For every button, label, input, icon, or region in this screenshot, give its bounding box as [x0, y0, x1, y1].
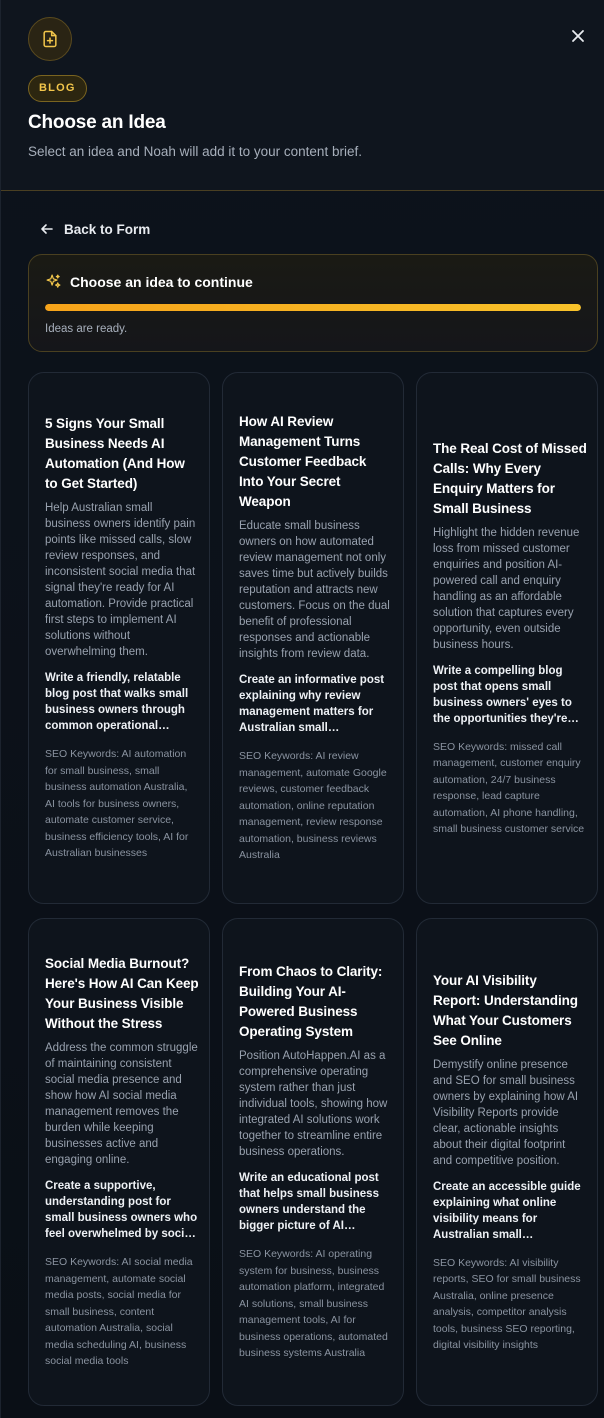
- idea-title: Your AI Visibility Report: Understanding What Your Customers See Online: [433, 972, 578, 1048]
- idea-card[interactable]: [28, 918, 210, 1406]
- progress-status: Ideas are ready.: [45, 323, 128, 335]
- idea-prompt: Create an accessible guide explaining what online visibility means for Australian small…: [433, 1180, 581, 1241]
- idea-description: Address the common struggle of maintaining consistent social media presence and show how AI social media management removes the burden while keeping businesses active and engaging online.: [45, 1042, 198, 1167]
- idea-prompt: Write a friendly, relatable blog post that walks small business owners through common operational…: [45, 672, 189, 733]
- close-icon: [571, 29, 585, 43]
- close-button[interactable]: [566, 24, 590, 48]
- idea-title: Social Media Burnout? Here's How AI Can Keep Your Business Visible Without the Stress: [45, 956, 199, 1032]
- idea-card[interactable]: [222, 372, 404, 904]
- progress-card: [28, 254, 598, 352]
- idea-title: The Real Cost of Missed Calls: Why Every Enquiry Matters for Small Business: [433, 440, 587, 516]
- idea-card[interactable]: [28, 372, 210, 904]
- page-title: Choose an Idea: [28, 112, 166, 133]
- progress-title: Choose an idea to continue: [70, 273, 253, 290]
- idea-prompt: Write an educational post that helps small business owners understand the bigger picture of AI…: [239, 1172, 379, 1233]
- idea-seo-keywords: SEO Keywords: missed call management, customer enquiry automation, 24/7 business response, lead capture automation, AI phone handling, small business customer service: [433, 740, 585, 835]
- back-link-label: Back to Form: [64, 221, 151, 237]
- page-subtitle: Select an idea and Noah will add it to your content brief.: [28, 144, 362, 159]
- idea-description: Educate small business owners on how automated review management not only saves time but actively builds reputation and attracts new customers. Focus on the dual benefit of professional responses and actionable insights from review data.: [239, 520, 390, 661]
- idea-title: From Chaos to Clarity: Building Your AI-Powered Business Operating System: [239, 964, 383, 1040]
- idea-card[interactable]: [222, 918, 404, 1406]
- idea-seo-keywords: SEO Keywords: AI social media management, automate social media posts, social media for small business, content automation Australia, social media scheduling AI, business social media tools: [45, 1256, 193, 1368]
- idea-seo-keywords: SEO Keywords: AI review management, automate Google reviews, customer feedback automation, online reputation management, review response automation, business reviews Australia: [239, 750, 387, 862]
- idea-prompt: Create an informative post explaining why review management matters for Australian small…: [239, 674, 385, 735]
- idea-prompt: Create a supportive, understanding post for small business owners who feel overwhelmed by soci…: [45, 1180, 198, 1241]
- idea-card[interactable]: [416, 918, 598, 1406]
- idea-title: How AI Review Management Turns Customer Feedback Into Your Secret Weapon: [239, 414, 367, 510]
- idea-seo-keywords: SEO Keywords: AI automation for small business, small business automation Australia, AI tools for business owners, automate customer service, business efficiency tools, AI for Australian businesses: [45, 748, 189, 860]
- idea-description: Highlight the hidden revenue loss from missed customer enquiries and position AI-powered call and enquiry handling as an affordable solution that captures every opportunity, even outside business hours.: [433, 526, 580, 651]
- idea-description: Help Australian small business owners identify pain points like missed calls, slow review responses, and inconsistent social media that signal they're ready for AI automation. Provide practical first steps to implement AI solutions without overwhelming them.: [45, 502, 196, 659]
- idea-description: Demystify online presence and SEO for small business owners by explaining how AI Visibility Reports provide clear, actionable insights about their digital footprint and competitive position.: [433, 1058, 579, 1167]
- arrow-left-icon: [40, 222, 54, 236]
- progress-bar: [45, 304, 581, 311]
- panel-header: [1, 0, 604, 191]
- idea-card[interactable]: [416, 372, 598, 904]
- idea-seo-keywords: SEO Keywords: AI visibility reports, SEO for small business Australia, online presence analysis, competitor analysis tools, business SEO reporting, digital visibility insights: [433, 1256, 581, 1351]
- progress-bar-fill: [45, 304, 581, 311]
- content-type-badge: BLOG: [28, 75, 87, 102]
- idea-description: Position AutoHappen.AI as a comprehensive operating system rather than just individual tools, showing how integrated AI solutions work together to streamline entire business operations.: [239, 1050, 388, 1159]
- idea-grid: [28, 372, 598, 1406]
- idea-title: 5 Signs Your Small Business Needs AI Automation (And How to Get Started): [45, 416, 185, 492]
- sparkles-icon: [45, 273, 62, 290]
- panel-body: [1, 220, 604, 1406]
- file-plus-icon: [28, 17, 72, 61]
- idea-prompt: Write a compelling blog post that opens small business owners' eyes to the opportunities they're…: [433, 664, 579, 725]
- back-to-form-link[interactable]: [40, 220, 598, 238]
- idea-seo-keywords: SEO Keywords: AI operating system for business, business automation platform, integrated AI solutions, small business management tools, AI for business operations, automated business systems Australia: [239, 1248, 388, 1360]
